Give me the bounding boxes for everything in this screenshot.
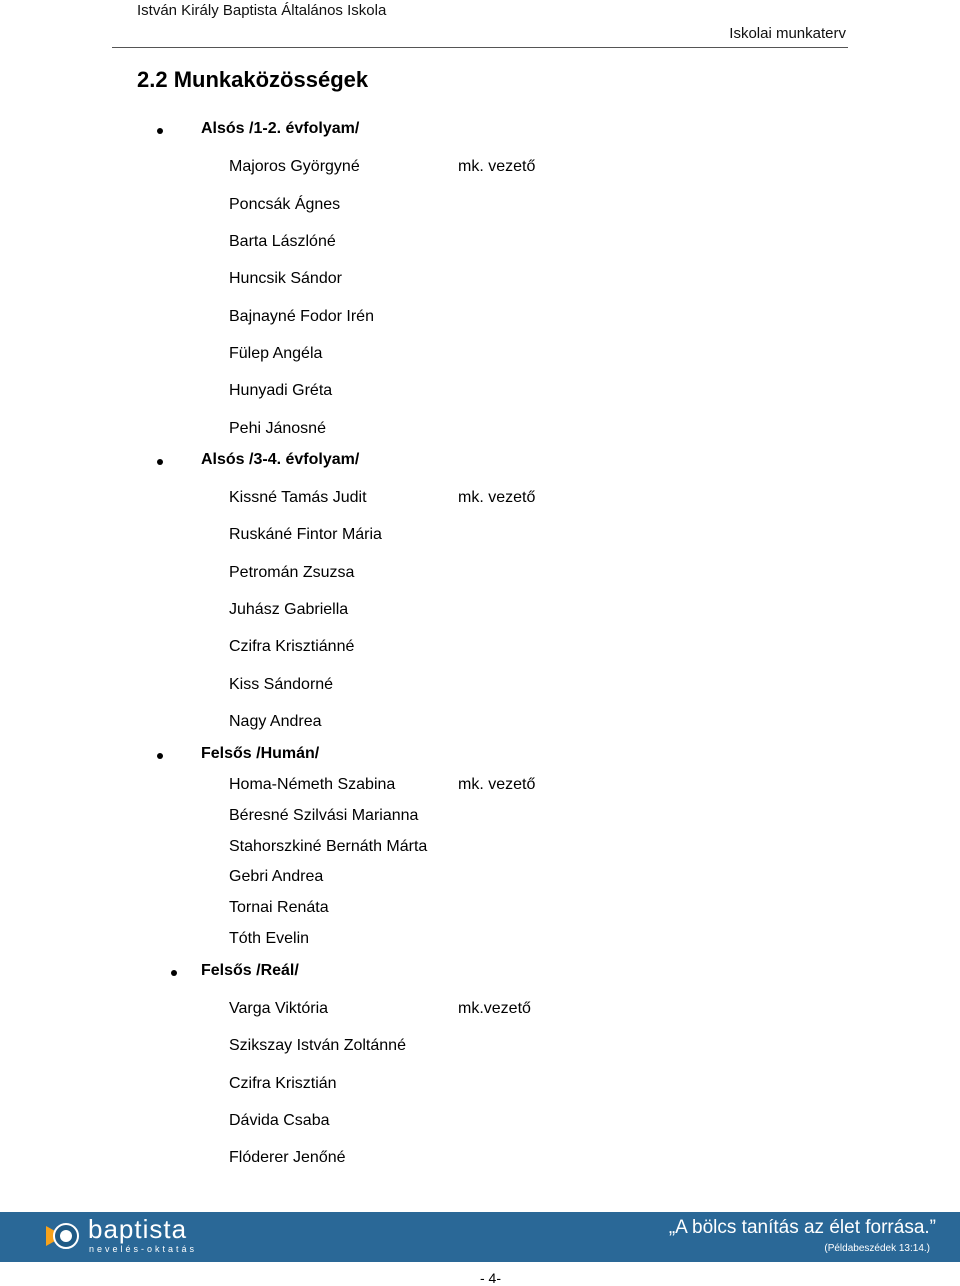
member-name: Poncsák Ágnes [229, 196, 341, 213]
logo-wordmark: baptista [88, 1214, 188, 1244]
bullet-icon [157, 128, 163, 134]
member-role: mk.vezető [458, 1000, 531, 1017]
member-name: Gebri Andrea [229, 868, 324, 885]
member-name: Kiss Sándorné [229, 676, 334, 693]
member-role: mk. vezető [458, 776, 536, 793]
logo-tagline: nevelés-oktatás [89, 1244, 198, 1254]
member-name: Nagy Andrea [229, 713, 322, 730]
member-name: Hunyadi Gréta [229, 382, 333, 399]
member-name: Juhász Gabriella [229, 601, 349, 618]
member-name: Fülep Angéla [229, 345, 323, 362]
section-title: 2.2 Munkaközösségek [137, 67, 369, 92]
member-name: Czifra Krisztiánné [229, 638, 355, 655]
member-name: Tornai Renáta [229, 899, 329, 916]
member-name: Huncsik Sándor [229, 270, 342, 287]
member-name: Tóth Evelin [229, 930, 310, 947]
group-title: Alsós /3-4. évfolyam/ [201, 451, 360, 468]
header-divider [112, 47, 848, 48]
group-title: Alsós /1-2. évfolyam/ [201, 120, 360, 137]
member-name: Béresné Szilvási Marianna [229, 807, 419, 824]
member-name: Ruskáné Fintor Mária [229, 526, 382, 543]
member-name: Pehi Jánosné [229, 420, 326, 437]
member-name: Petromán Zsuzsa [229, 564, 355, 581]
member-name: Dávida Csaba [229, 1112, 330, 1129]
footer-quote-reference: (Példabeszédek 13:14.) [824, 1243, 930, 1254]
member-name: Majoros Györgyné [229, 158, 360, 175]
member-name: Bajnayné Fodor Irén [229, 308, 374, 325]
baptista-logo-icon [44, 1220, 80, 1252]
bullet-icon [157, 459, 163, 465]
member-role: mk. vezető [458, 489, 536, 506]
bullet-icon [171, 970, 177, 976]
member-name: Kissné Tamás Judit [229, 489, 367, 506]
member-name: Stahorszkiné Bernáth Márta [229, 838, 428, 855]
member-name: Barta Lászlóné [229, 233, 336, 250]
member-name: Homa-Németh Szabina [229, 776, 396, 793]
header-document-name: Iskolai munkaterv [729, 25, 846, 42]
member-name: Varga Viktória [229, 1000, 329, 1017]
member-name: Flóderer Jenőné [229, 1149, 346, 1166]
bullet-icon [157, 753, 163, 759]
group-title: Felsős /Reál/ [201, 962, 299, 979]
page-number: - 4- [480, 1270, 501, 1286]
member-role: mk. vezető [458, 158, 536, 175]
group-title: Felsős /Humán/ [201, 745, 320, 762]
footer-quote: „A bölcs tanítás az élet forrása.” [668, 1217, 936, 1238]
member-name: Szikszay István Zoltánné [229, 1037, 406, 1054]
member-name: Czifra Krisztián [229, 1075, 337, 1092]
footer-banner [0, 1212, 960, 1262]
header-school-name: István Király Baptista Általános Iskola [137, 2, 387, 19]
